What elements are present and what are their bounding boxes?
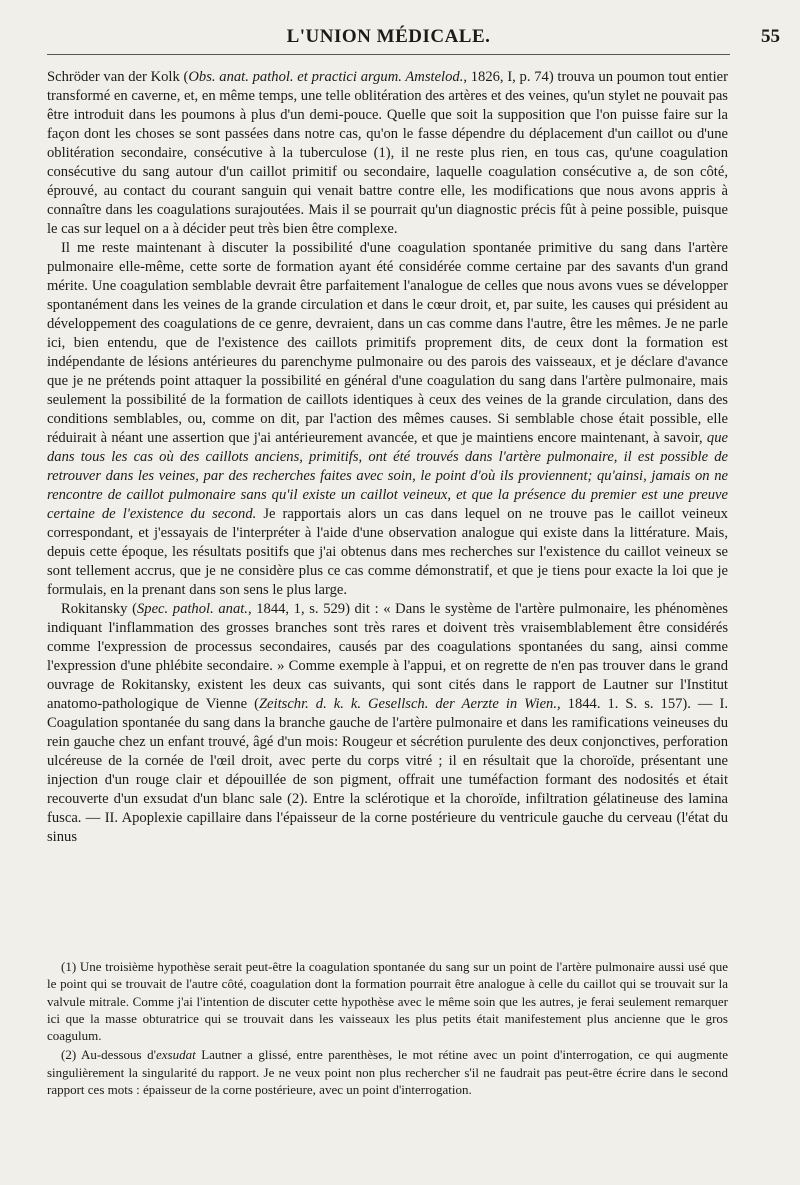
text-run: Il me reste maintenant à discuter la possibilité d'une coagulation spontanée primitive du sang dans l'artère pulmonaire elle-même, cette sorte de formation ayant été considérée comme certaine par des savants d'un grand mérite. Une coagulation semblable devrait être parfaitement l'analogue de celles que nous avons vues se développer spontanément dans les veines de la grande circulation et dans le cœur droit, et, par suite, les causes qui président au développement des coagulations de ce genre, devraient, dans un cas comme dans l'autre, être les mêmes. Je ne parle ici, bien entendu, que de l'existence des caillots primitifs proprement dits, de ceux dont la formation est indépendante de lésions antérieures du parenchyme pulmonaire ou des parois des vaisseaux, et je déclare d'avance que je ne prétends point attaquer la possibilité en général d'une coagulation du sang dans l'artère pulmonaire, mais seulement la possibilité de la formation de caillots identiques à ceux des veines de la grande circulation, dans des conditions semblables, ou, comme on dit, par l'action des mêmes causes. Si semblable chose était possible, elle réduirait à néant une assertion que j'ai antérieurement avancée, et que je maintiens encore maintenant, à savoir, [47, 240, 728, 446]
footnote-2 [47, 1046, 728, 1098]
text-run: Je rapportais alors un cas dans lequel on ne trouve pas le caillot veineux correspondant, et j'essayais de l'interpréter à l'aide d'une observation analogue qui existe dans la littérature. Mais, depuis cette époque, les résultats positifs que j'ai obtenus dans mes recherches sur l'existence du caillot veineux se sont tellement accrus, que je ne considère plus ce cas comme démonstratif, et que je tiens pour exacte la loi que je formulais, en la prenant dans son sens le plus large. [47, 506, 728, 598]
paragraph-2 [47, 239, 728, 600]
italic-text: que dans tous les cas où des caillots anciens, primitifs, ont été trouvés dans l'artère pulmonaire, il est possible de retrouver dans les veines, par des recherches faites avec soin, le point d'où ils proviennent; qu'ainsi, jamais on ne rencontre de caillot pulmonaire sans qu'il existe un caillot veineux, et que la présence du premier est une preuve certaine de l'existence du second. [47, 430, 728, 522]
footnotes [47, 958, 728, 1100]
text-run: , 1844. 1. S. s. 157). — I. Coagulation spontanée du sang dans la branche gauche de l'artère pulmonaire et dans les ramifications veineuses du rein gauche chez un enfant trouvé, âgé d'un mois: Rougeur et sécrétion purulente des deux conjonctives, perforation ulcéreuse de la cornée de l'œil droit, avec perte du corps vitré ; il en résultait que la choroïde, présentant une injection d'un rouge clair et dépouillée de son pigment, offrait une tuméfaction formant des nodosités et était recouverte d'un exsudat d'un blanc sale (2). Entre la sclérotique et la choroïde, infiltration gélatineuse des lamina fusca. — II. Apoplexie capillaire dans l'épaisseur de la corne postérieure du ventricule gauche du cerveau (l'état du sinus [47, 696, 729, 845]
footnote-1 [47, 958, 728, 1044]
footnote-separator [47, 946, 728, 947]
header-rule [47, 54, 730, 55]
italic-text: Obs. anat. pathol. et practici argum. Amstelod. [188, 69, 464, 85]
italic-text: Zeitschr. d. k. k. Gesellsch. der Aerzte in Wien. [258, 696, 558, 712]
text-run: Rokitansky ( [61, 601, 137, 617]
italic-text: exsudat [155, 1047, 196, 1063]
page-number: 55 [761, 26, 780, 47]
text-run: , 1844, 1, s. 529) dit : « Dans le système de l'artère pulmonaire, les phénomènes indiquant l'inflammation des grosses branches sont très rares et doivent très vraisemblablement être considérés comme l'expression de processus secondaires, causés par des coagulations spontanées du sang, ainsi comme l'expression d'une phlébite secondaire. » Comme exemple à l'appui, et on regrette de n'en pas trouver dans le grand ouvrage de Rokitansky, existent les deux cas suivants, qui sont cités dans le rapport de Lautner sur l'Institut anatomo-pathologique de Vienne ( [47, 601, 728, 712]
main-text [47, 68, 728, 847]
paragraph-1 [47, 68, 728, 239]
page-header [47, 26, 780, 50]
italic-text: Spec. pathol. anat. [136, 601, 248, 617]
text-run: (2) Au-dessous d' [61, 1047, 156, 1063]
paragraph-3 [47, 600, 728, 847]
text-run: (1) Une troisième hypothèse serait peut-être la coagulation spontanée du sang sur un point de l'artère pulmonaire aussi usé que le point qui se trouvait de l'autre côté, coagulation dont la formation pourrait être analogue à celle du caillot qui se trouvait sur la valvule mitrale. Comme j'ai l'intention de discuter cette hypothèse avec le même soin que les autres, je ferai seulement remarquer ici que la masse obturatrice qui se trouvait dans les vaisseaux les plus petits était manifestement plus ancienne que le gros coagulum. [47, 959, 728, 1044]
text-run: Lautner a glissé, entre parenthèses, le mot rétine avec un point d'interrogation, ce qui augmente singulièrement la singularité du rapport. Je ne veux point non plus rechercher s'il ne faudrait pas peut-être écrire dans le second rapport ces mots : épaisseur de la corne postérieure, avec un point d'interrogation. [47, 1047, 728, 1098]
text-run: , 1826, I, p. 74) trouva un poumon tout entier transformé en caverne, et, en même temps, une telle oblitération des artères et des veines, qu'un stylet ne pouvait pas être introduit dans les poumons à plus d'un demi-pouce. Quelle que soit la supposition que l'on puisse faire sur la façon dont les choses se sont passées dans notre cas, qu'on le fasse dépendre du déplacement d'un caillot ou d'une oblitération secondaire, consécutive à la tuberculose (1), il ne reste plus rien, en tous cas, qu'une coagulation consécutive du sang autour d'un caillot primitif ou secondaire, laquelle coagulation consécutive a, de son côté, éprouvé, au contact du courant sanguin qui venait battre contre elle, les modifications que nous avons appris à connaître dans les coagulations surajoutées. Mais il se pourrait qu'un diagnostic précis fût à peine possible, puisque le cas sur lequel on a à décider peut très bien être complexe. [47, 69, 729, 237]
running-title: L'UNION MÉDICALE. [286, 26, 491, 47]
text-run: Schröder van der Kolk ( [47, 69, 189, 85]
